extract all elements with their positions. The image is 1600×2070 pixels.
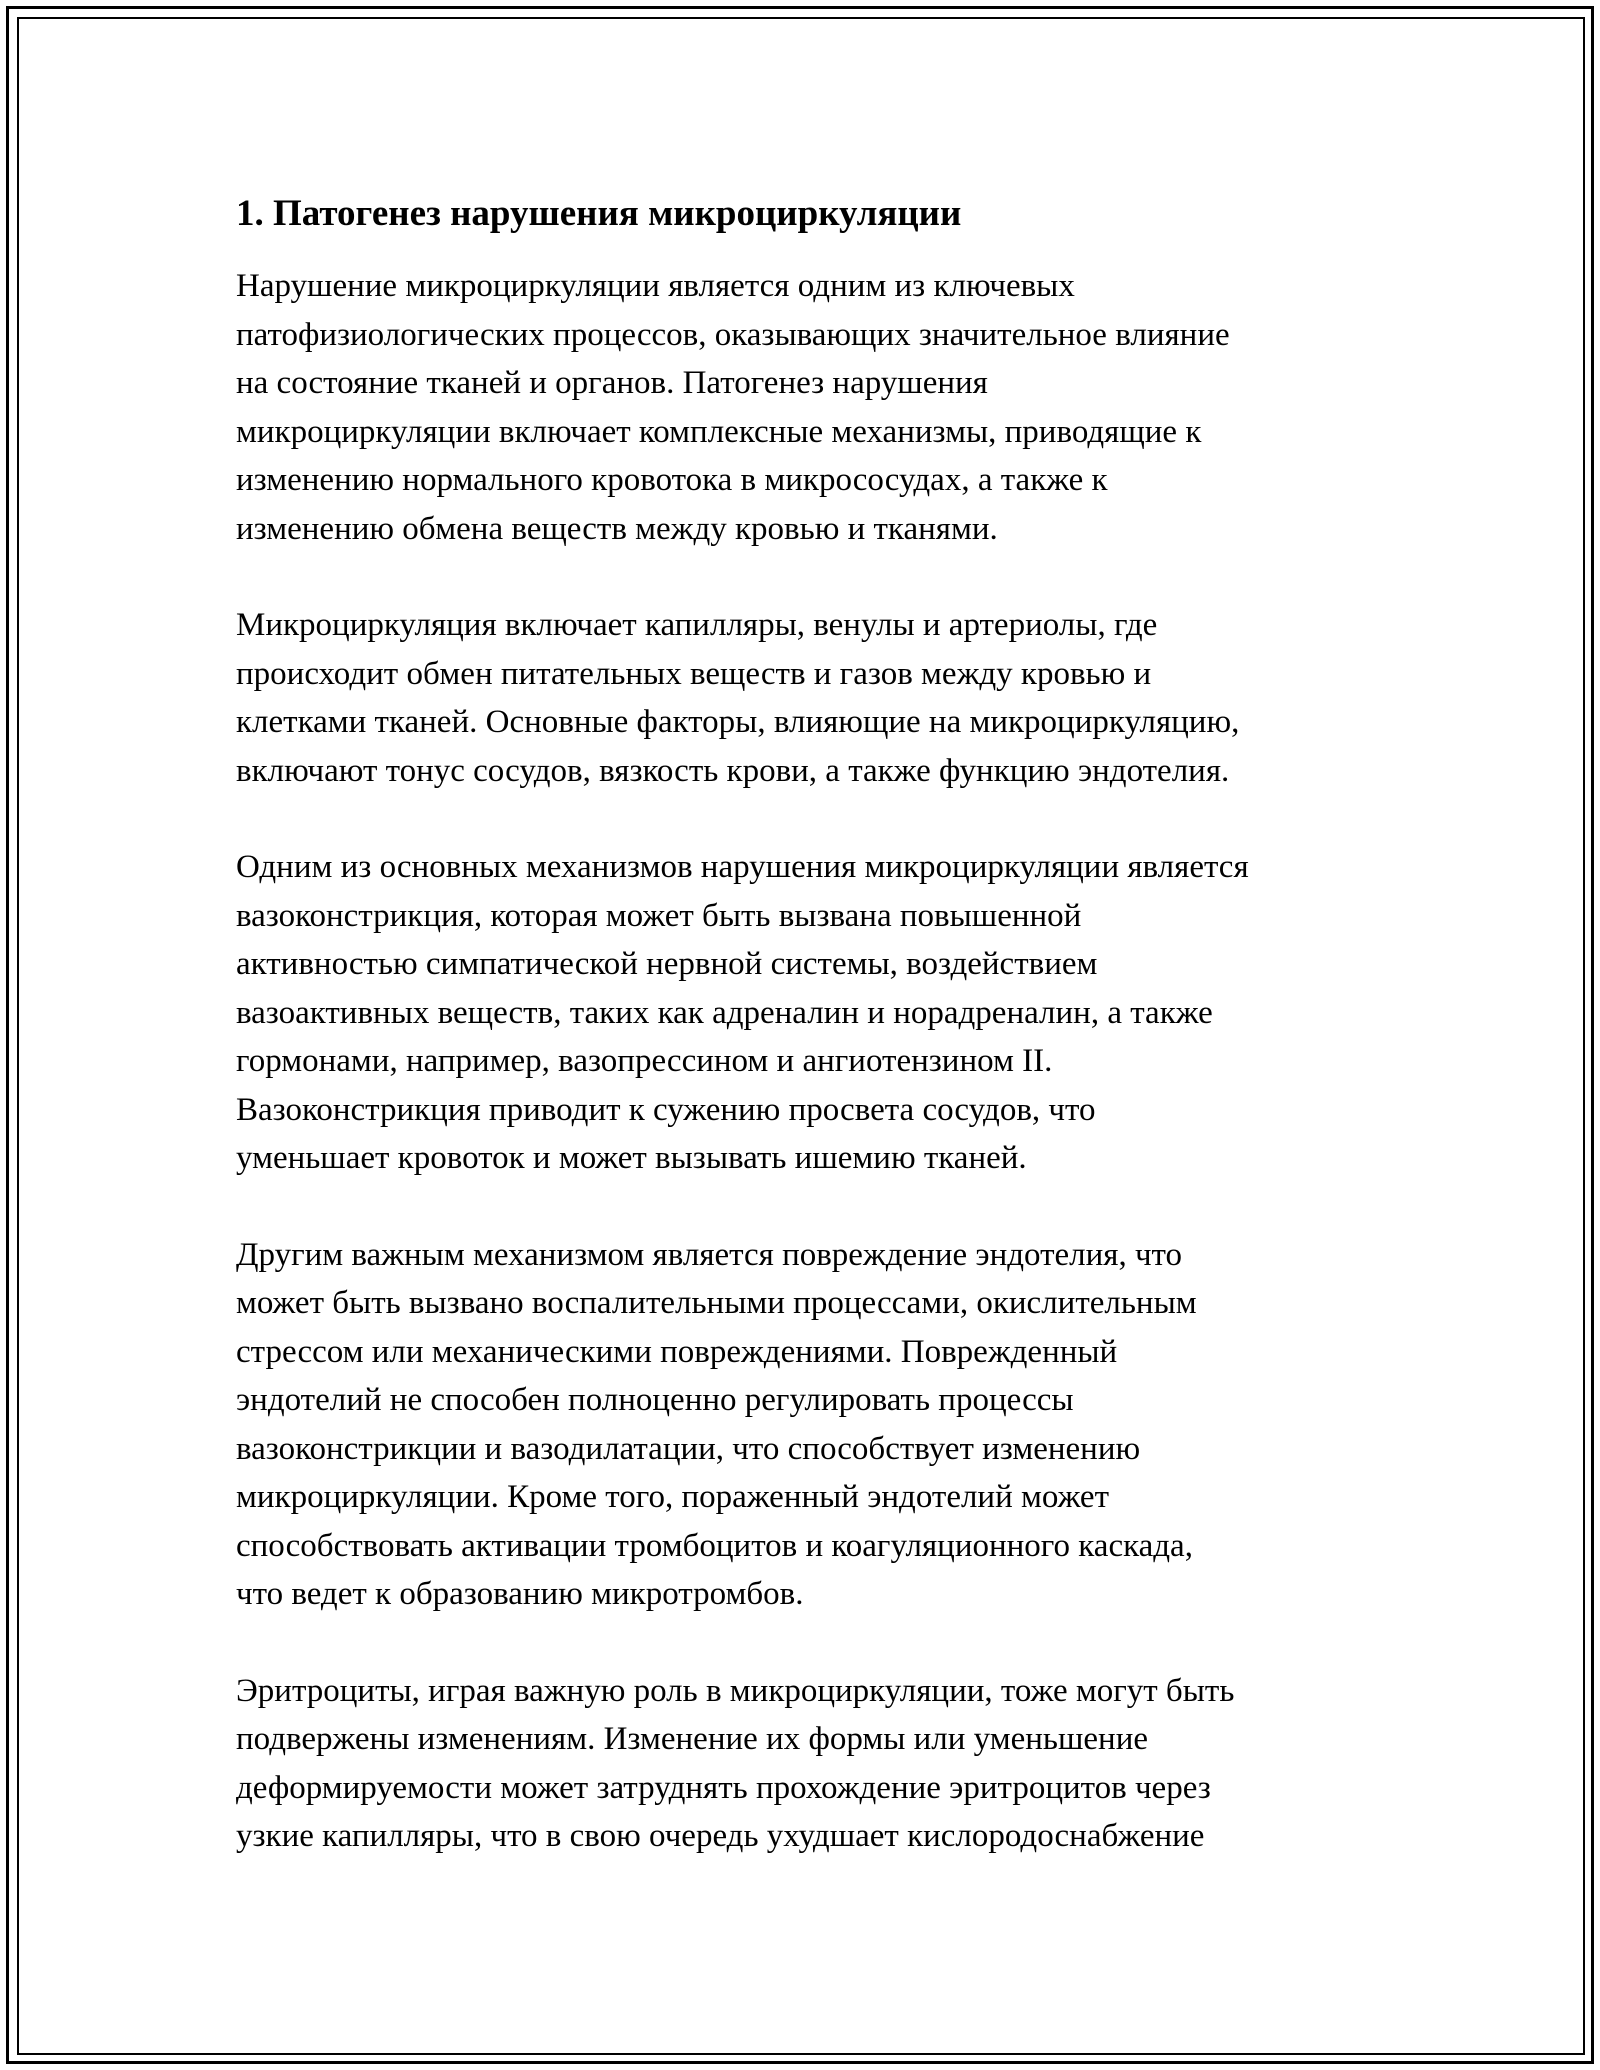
text-line: микроциркуляции. Кроме того, пораженный эндотелий может bbox=[236, 1479, 1110, 1515]
text-line: стрессом или механическими повреждениями. Поврежденный bbox=[236, 1333, 1118, 1370]
text-line: может быть вызвано воспалительными процессами, окислительным bbox=[236, 1285, 1197, 1321]
text-line: патофизиологических процессов, оказывающих значительное влияние bbox=[236, 316, 1230, 353]
text-line: изменению нормального кровотока в микрососудах, а также к bbox=[236, 462, 1108, 498]
paragraph bbox=[236, 843, 1366, 1183]
paragraph-list bbox=[236, 262, 1366, 1861]
text-line: гормонами, например, вазопрессином и ангиотензином II. bbox=[236, 1043, 1053, 1079]
text-line: Вазоконстрикция приводит к сужению просвета сосудов, что bbox=[236, 1091, 1096, 1128]
text-line: уменьшает кровоток и может вызывать ишемию тканей. bbox=[236, 1140, 1027, 1176]
text-line: Нарушение микроциркуляции является одним из ключевых bbox=[236, 268, 1075, 304]
text-line: Микроциркуляция включает капилляры, венулы и артериолы, где bbox=[236, 607, 1158, 643]
text-line: вазоактивных веществ, таких как адреналин и норадреналин, а также bbox=[236, 994, 1213, 1031]
text-line: Одним из основных механизмов нарушения микроциркуляции является bbox=[236, 849, 1249, 885]
paragraph bbox=[236, 1667, 1366, 1861]
text-line: включают тонус сосудов, вязкость крови, а также функцию эндотелия. bbox=[236, 752, 1230, 789]
text-line: изменению обмена веществ между кровью и тканями. bbox=[236, 510, 998, 547]
text-line: деформируемости может затруднять прохождение эритроцитов через bbox=[236, 1769, 1211, 1806]
text-line: вазоконстрикция, которая может быть вызвана повышенной bbox=[236, 897, 1082, 934]
text-line: клетками тканей. Основные факторы, влияющие на микроциркуляцию, bbox=[236, 704, 1240, 740]
paragraph bbox=[236, 262, 1366, 553]
text-line: происходит обмен питательных веществ и газов между кровью и bbox=[236, 655, 1152, 692]
text-line: узкие капилляры, что в свою очередь ухудшает кислородоснабжение bbox=[236, 1818, 1205, 1854]
text-line: на состояние тканей и органов. Патогенез нарушения bbox=[236, 365, 988, 401]
section-heading: 1. Патогенез нарушения микроциркуляции bbox=[236, 193, 962, 234]
text-line: активностью симпатической нервной системы, воздействием bbox=[236, 946, 1098, 982]
text-line: вазоконстрикции и вазодилатации, что способствует изменению bbox=[236, 1430, 1141, 1467]
paragraph bbox=[236, 1231, 1366, 1619]
paragraph bbox=[236, 601, 1366, 795]
text-line: Эритроциты, играя важную роль в микроциркуляции, тоже могут быть bbox=[236, 1672, 1235, 1709]
text-line: способствовать активации тромбоцитов и коагуляционного каскада, bbox=[236, 1527, 1193, 1564]
text-line: подвержены изменениям. Изменение их формы или уменьшение bbox=[236, 1721, 1148, 1757]
text-line: эндотелий не способен полноценно регулировать процессы bbox=[236, 1382, 1074, 1418]
document-body bbox=[236, 190, 1366, 1909]
text-line: микроциркуляции включает комплексные механизмы, приводящие к bbox=[236, 413, 1202, 450]
text-line: Другим важным механизмом является повреждение эндотелия, что bbox=[236, 1236, 1183, 1273]
text-line: что ведет к образованию микротромбов. bbox=[236, 1576, 804, 1612]
